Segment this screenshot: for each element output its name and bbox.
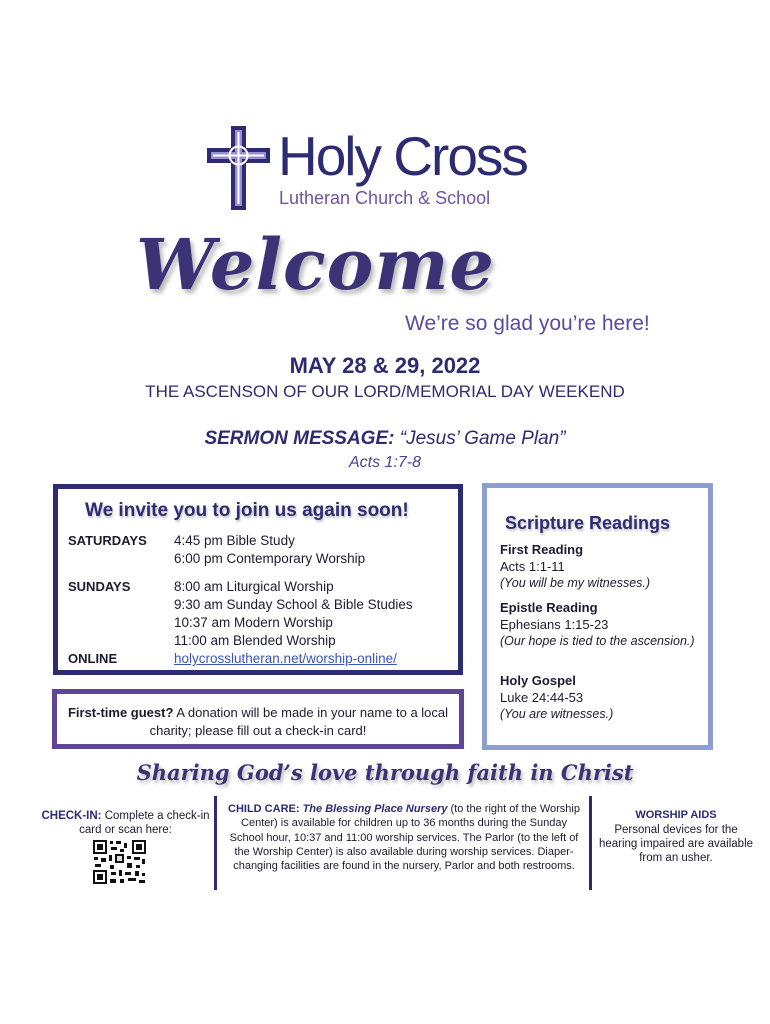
motto: Sharing God’s love through faith in Christ <box>136 760 634 785</box>
schedule-item: 6:00 pm Contemporary Worship <box>174 551 366 566</box>
online-worship-link-wrapper <box>174 651 397 666</box>
schedule-day-sundays: SUNDAYS <box>68 579 131 594</box>
reading-reference: Ephesians 1:15-23 <box>500 617 609 632</box>
cross-logo-icon <box>207 126 270 210</box>
childcare-message: (to the right of the Worship Center) is available for children up to 36 months during the Sunday School hour, 10:37 and 11:00 worship services. The Parlor (to the left of the Worship Center) is also available during worship services. Diaper-changing facilities are found in the nursery, Parlor and both restrooms. <box>229 803 580 873</box>
occasion: THE ASCENSON OF OUR LORD/MEMORIAL DAY WEEKEND <box>145 382 625 401</box>
checkin-message: Complete a check-in card or scan here: <box>79 810 210 836</box>
sermon-title: “Jesus’ Game Plan” <box>399 428 566 449</box>
reading-title: Epistle Reading <box>500 600 598 615</box>
tagline: We’re so glad you’re here! <box>405 312 650 335</box>
invite-heading: We invite you to join us again soon! <box>85 500 409 521</box>
reading-title: First Reading <box>500 542 584 557</box>
reading-reference: Luke 24:44-53 <box>500 690 584 705</box>
schedule-item: 11:00 am Blended Worship <box>174 633 336 648</box>
schedule-item: 9:30 am Sunday School & Bible Studies <box>174 597 413 612</box>
schedule-item: 10:37 am Modern Worship <box>174 615 333 630</box>
sermon-label: SERMON MESSAGE: <box>204 428 395 449</box>
guest-text <box>62 704 454 740</box>
checkin-label: CHECK-IN: <box>41 810 102 822</box>
online-worship-link[interactable]: holycrosslutheran.net/worship-online/ <box>174 651 397 666</box>
guest-label: First-time guest? <box>67 705 174 720</box>
schedule-day-saturdays: SATURDAYS <box>68 533 147 548</box>
schedule-item: 4:45 pm Bible Study <box>174 533 295 548</box>
qr-code-icon[interactable] <box>92 839 147 885</box>
schedule-day-online: ONLINE <box>68 651 118 666</box>
reading-note: (You are witnesses.) <box>500 707 614 721</box>
divider <box>214 796 217 890</box>
reading-reference: Acts 1:1-11 <box>500 559 565 574</box>
sermon-reference: Acts 1:7-8 <box>348 454 422 471</box>
schedule-item: 8:00 am Liturgical Worship <box>174 579 334 594</box>
childcare-text <box>224 802 584 873</box>
childcare-label: CHILD CARE: <box>228 803 300 815</box>
worship-aids-text: Personal devices for the hearing impaired are available from an usher. <box>598 824 754 864</box>
church-subtitle: Lutheran Church & School <box>279 188 491 208</box>
divider <box>589 796 592 890</box>
checkin-text <box>38 809 213 837</box>
worship-aids-title: WORSHIP AIDS <box>635 809 717 821</box>
scripture-heading: Scripture Readings <box>505 513 671 533</box>
childcare-nursery: The Blessing Place Nursery <box>302 803 448 815</box>
reading-note: (Our hope is tied to the ascension.) <box>500 634 695 648</box>
guest-message: A donation will be made in your name to a local charity; please fill out a check-in card! <box>149 705 449 738</box>
service-date: MAY 28 & 29, 2022 <box>289 353 481 378</box>
welcome-heading: Welcome <box>136 223 495 306</box>
church-name: Holy Cross <box>278 125 527 187</box>
reading-note: (You will be my witnesses.) <box>500 576 651 590</box>
sermon-line <box>0 428 770 450</box>
reading-title: Holy Gospel <box>500 673 576 688</box>
